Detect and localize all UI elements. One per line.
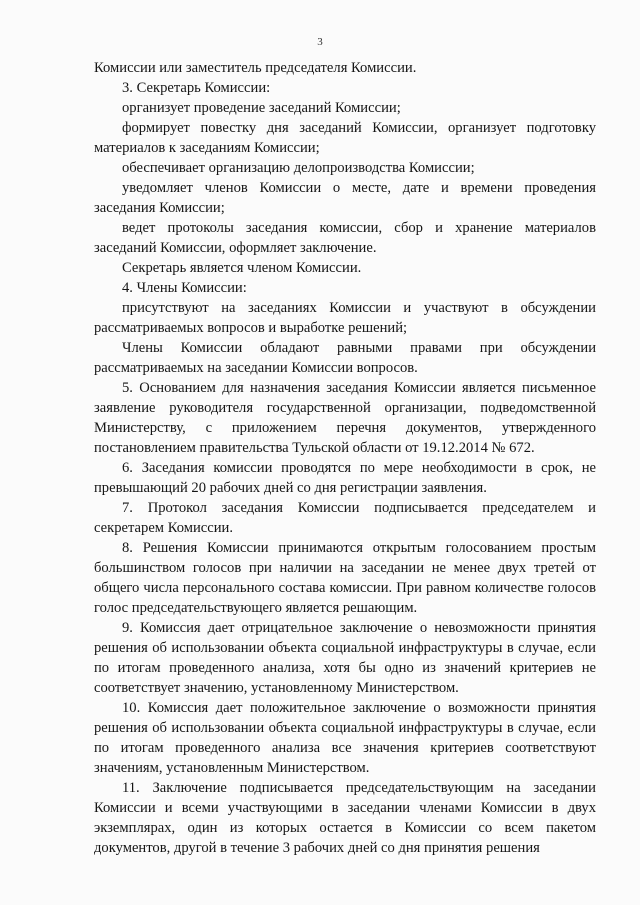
paragraph-secretary-duty-2: формирует повестку дня заседаний Комиссии, организует подготовку материалов к заседаниям Комиссии; [94, 120, 596, 156]
paragraph-secretary-duty-3: обеспечивает организацию делопроизводства Комиссии; [122, 160, 475, 176]
paragraph-members-duty-1: присутствуют на заседаниях Комиссии и участвуют в обсуждении рассматриваемых вопросов и выработке решений; [94, 300, 596, 336]
paragraph-item-6: 6. Заседания комиссии проводятся по мере необходимости в срок, не превышающий 20 рабочих дней со дня регистрации заявления. [94, 460, 596, 496]
page-number: 3 [317, 36, 323, 48]
paragraph-secretary-duty-5: ведет протоколы заседания комиссии, сбор и хранение материалов заседаний Комиссии, оформляет заключение. [94, 220, 596, 256]
document-body [94, 58, 596, 858]
paragraph-item-8: 8. Решения Комиссии принимаются открытым голосованием простым большинством голосов при наличии на заседании не менее двух третей от общего числа персонального состава комиссии. При равном количестве голосов голос председательствующего является решающим. [94, 540, 596, 616]
paragraph-members-duty-2: Члены Комиссии обладают равными правами при обсуждении рассматриваемых на заседании Комиссии вопросов. [94, 340, 596, 376]
paragraph-secretary-duty-1: организует проведение заседаний Комиссии; [122, 100, 401, 116]
paragraph-item-11: 11. Заключение подписывается председательствующим на заседании Комиссии и всеми участвующими в заседании членами Комиссии в двух экземплярах, один из которых остается в Комиссии со всем пакетом документов, другой в течение 3 рабочих дней со дня принятия решения [94, 780, 596, 856]
paragraph-item-10: 10. Комиссия дает положительное заключение о возможности принятия решения об использовании объекта социальной инфраструктуры в случае, если по итогам проведенного анализа все значения критериев соответствуют значениям, установленным Министерством. [94, 700, 596, 776]
paragraph-secretary-duty-4: уведомляет членов Комиссии о месте, дате и времени проведения заседания Комиссии; [94, 180, 596, 216]
paragraph-secretary-member: Секретарь является членом Комиссии. [122, 260, 362, 276]
paragraph-continuation: Комиссии или заместитель председателя Комиссии. [94, 60, 417, 76]
paragraph-item-7: 7. Протокол заседания Комиссии подписывается председателем и секретарем Комиссии. [94, 500, 596, 536]
paragraph-secretary-heading: 3. Секретарь Комиссии: [122, 80, 271, 96]
paragraph-members-heading: 4. Члены Комиссии: [122, 280, 247, 296]
paragraph-item-9: 9. Комиссия дает отрицательное заключение о невозможности принятия решения об использовании объекта социальной инфраструктуры в случае, если по итогам проведенного анализа, хотя бы одно из значений критериев не соответствует значению, установленному Министерством. [94, 620, 596, 696]
paragraph-item-5: 5. Основанием для назначения заседания Комиссии является письменное заявление руководителя государственной организации, подведомственной Министерству, с приложением перечня документов, утвержденного постановлением правительства Тульской области от 19.12.2014 № 672. [94, 380, 596, 456]
